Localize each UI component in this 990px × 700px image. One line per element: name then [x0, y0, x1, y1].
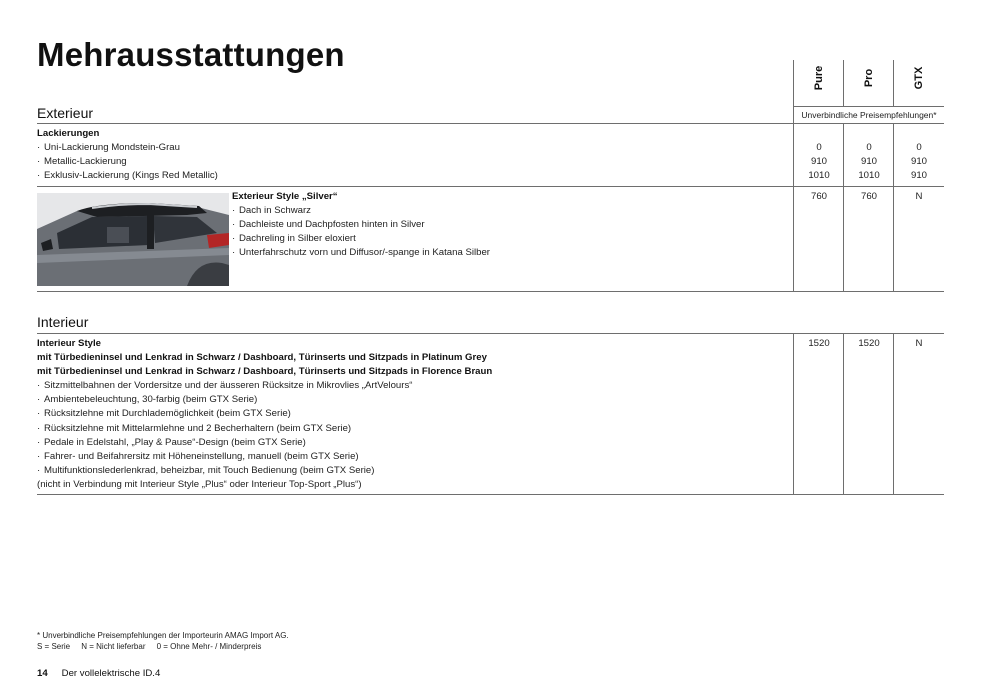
list-item: · Exklusiv-Lackierung (Kings Red Metallic): [37, 170, 218, 182]
price-pure-interior-style: 1520: [808, 338, 830, 349]
publication-title: Der vollelektrische ID.4: [61, 668, 161, 679]
column-divider: [843, 333, 844, 495]
interior-note: (nicht in Verbindung mit Interieur Style „Plus“ oder Interieur Top-Sport „Plus“): [37, 478, 362, 490]
interior-variant-line: mit Türbedieninsel und Lenkrad in Schwarz / Dashboard, Türinserts und Sitzpads in Platinum Grey: [37, 352, 487, 364]
list-item: · Pedale in Edelstahl, „Play & Pause“-Design (beim GTX Serie): [37, 436, 306, 448]
list-item: · Rücksitzlehne mit Durchlademöglichkeit (beim GTX Serie): [37, 408, 291, 420]
exterior-style-block: [232, 190, 782, 260]
header-rule: [793, 106, 944, 107]
list-item: · Ambientebeleuchtung, 30-farbig (beim GTX Serie): [37, 394, 258, 406]
list-item: · Multifunktionslederlenkrad, beheizbar, mit Touch Bedienung (beim GTX Serie): [37, 464, 375, 476]
list-item: · Uni-Lackierung Mondstein-Grau: [37, 142, 180, 154]
column-divider: [893, 333, 894, 495]
column-header-pure: Pure: [813, 65, 825, 91]
price-note: Unverbindliche Preisempfehlungen*: [801, 110, 937, 120]
interior-style-heading: Interieur Style: [37, 338, 101, 349]
footnote: * Unverbindliche Preisempfehlungen der Importeurin AMAG Import AG.: [37, 631, 289, 640]
list-item: · Sitzmittelbahnen der Vordersitze und der äusseren Rücksitze in Mikrovlies „ArtVelours“: [37, 380, 413, 392]
page-footer: [37, 668, 160, 679]
page-number: 14: [37, 668, 48, 679]
interior-variant-line: mit Türbedieninsel und Lenkrad in Schwarz / Dashboard, Türinserts und Sitzpads in Florence Braun: [37, 366, 493, 378]
list-item: · Fahrer- und Beifahrersitz mit Höheneinstellung, manuell (beim GTX Serie): [37, 450, 359, 462]
section-end-rule: [37, 494, 944, 495]
price-pro-paint: 0 910 1010: [858, 142, 880, 182]
list-item: · Dachleiste und Dachpfosten hinten in Silver: [232, 219, 425, 231]
section-rule: [37, 333, 944, 334]
price-pro-interior-style: 1520: [858, 338, 880, 349]
legend: S = Serie N = Nicht lieferbar 0 = Ohne Mehr- / Minderpreis: [37, 642, 262, 651]
list-item: · Unterfahrschutz vorn und Diffusor/-spange in Katana Silber: [232, 247, 490, 259]
column-divider: [893, 60, 894, 107]
column-header-gtx: GTX: [913, 66, 925, 90]
section-rule: [37, 123, 944, 124]
section-title-exterieur: Exterieur: [37, 105, 94, 121]
row-rule: [37, 186, 944, 187]
interior-style-block: [37, 337, 777, 492]
list-item: · Dachreling in Silber eloxiert: [232, 233, 356, 245]
price-gtx-exterior-style: N: [915, 191, 923, 202]
list-item: · Dach in Schwarz: [232, 205, 311, 217]
car-photo: [37, 193, 229, 286]
section-title-interieur: Interieur: [37, 314, 89, 330]
price-gtx-paint: 0 910 910: [910, 142, 927, 182]
paint-heading: Lackierungen: [37, 128, 100, 139]
list-item: · Rücksitzlehne mit Mittelarmlehne und 2 Becherhaltern (beim GTX Serie): [37, 422, 352, 434]
section-end-rule: [37, 291, 944, 292]
exterior-style-heading: Exterieur Style „Silver“: [232, 191, 338, 202]
paint-block: [37, 127, 777, 183]
column-header-pro: Pro: [863, 68, 875, 88]
price-pro-exterior-style: 760: [860, 191, 877, 202]
price-pure-paint: 0 910 1010: [808, 142, 830, 182]
price-pure-exterior-style: 760: [810, 191, 827, 202]
column-divider: [793, 333, 794, 495]
list-item: · Metallic-Lackierung: [37, 156, 127, 168]
column-divider: [843, 60, 844, 107]
page-title: Mehrausstattungen: [37, 36, 345, 73]
price-gtx-interior-style: N: [915, 338, 923, 349]
